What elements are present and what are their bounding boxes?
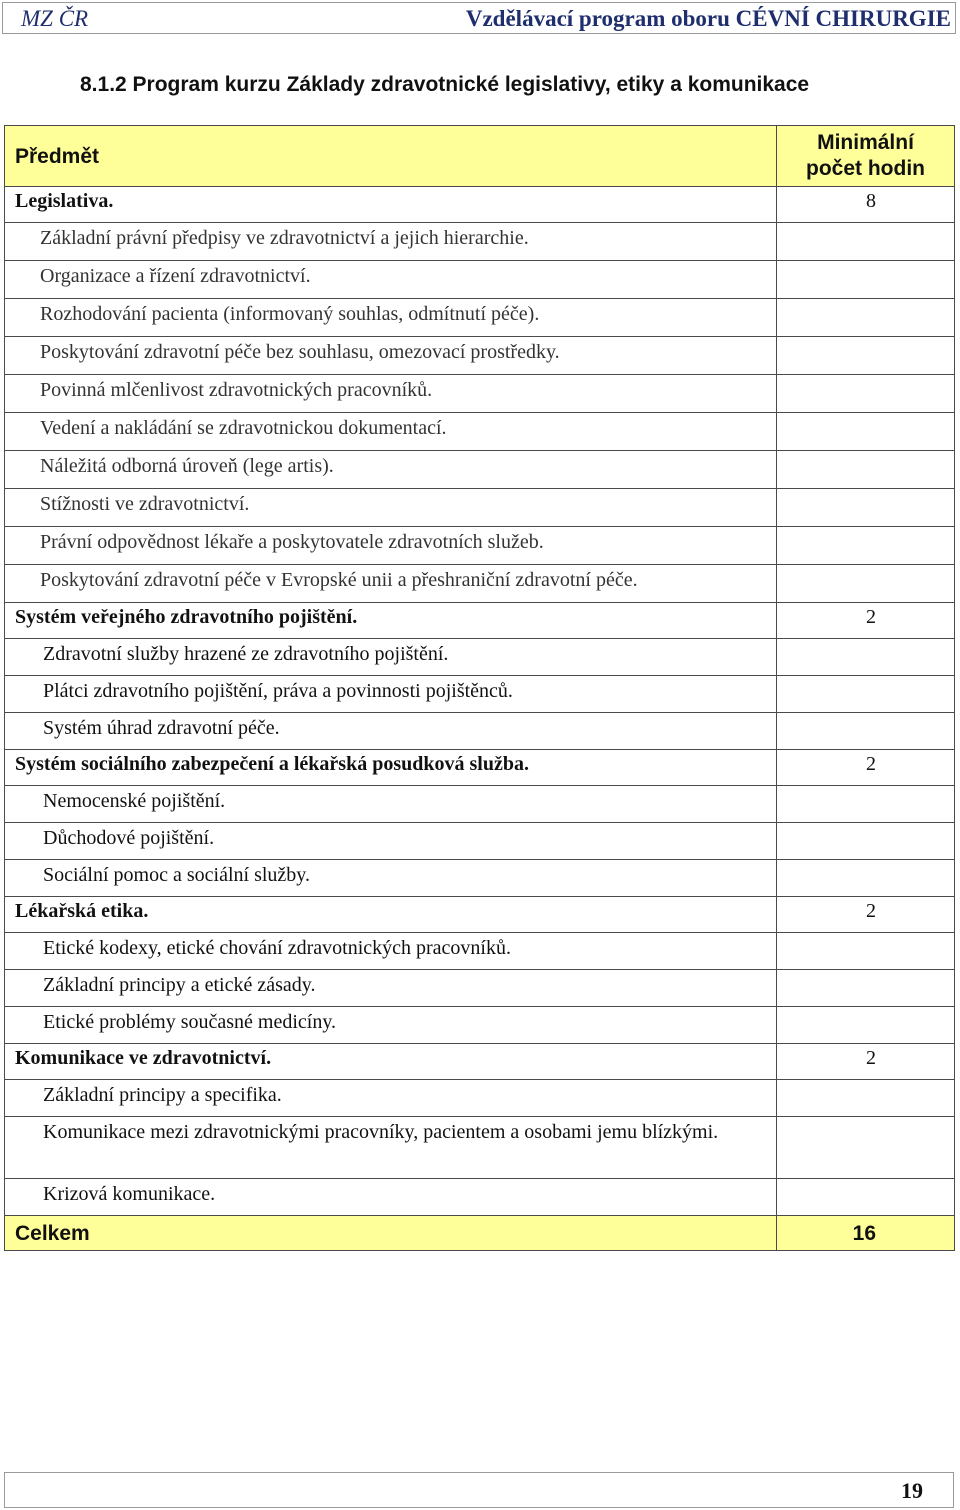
hours-cell bbox=[777, 489, 955, 527]
category-hours: 2 bbox=[777, 897, 955, 933]
hours-cell bbox=[777, 786, 955, 823]
topic-label: Poskytování zdravotní péče bez souhlasu, omezovací prostředky. bbox=[5, 337, 777, 375]
hours-cell bbox=[777, 1179, 955, 1216]
topic-row bbox=[5, 1179, 955, 1216]
topic-label: Systém úhrad zdravotní péče. bbox=[5, 713, 777, 750]
hours-cell bbox=[777, 639, 955, 676]
hours-cell bbox=[777, 676, 955, 713]
topic-label: Důchodové pojištění. bbox=[5, 823, 777, 860]
hours-cell bbox=[777, 933, 955, 970]
topic-row bbox=[5, 639, 955, 676]
topic-row bbox=[5, 1007, 955, 1044]
category-label: Lékařská etika. bbox=[5, 897, 777, 933]
topic-row bbox=[5, 565, 955, 603]
header-program-title: Vzdělávací program oboru CÉVNÍ CHIRURGIE bbox=[465, 6, 951, 31]
topic-label: Náležitá odborná úroveň (lege artis). bbox=[5, 451, 777, 489]
category-hours: 2 bbox=[777, 750, 955, 786]
topic-label: Povinná mlčenlivost zdravotnických pracovníků. bbox=[5, 375, 777, 413]
topic-label: Právní odpovědnost lékaře a poskytovatele zdravotních služeb. bbox=[5, 527, 777, 565]
topic-row bbox=[5, 1117, 955, 1179]
hours-cell bbox=[777, 223, 955, 261]
topic-label: Základní právní předpisy ve zdravotnictví a jejich hierarchie. bbox=[5, 223, 777, 261]
category-row bbox=[5, 603, 955, 639]
total-hours: 16 bbox=[777, 1216, 955, 1251]
hours-cell bbox=[777, 970, 955, 1007]
topic-label: Etické kodexy, etické chování zdravotnických pracovníků. bbox=[5, 933, 777, 970]
topic-row bbox=[5, 713, 955, 750]
topic-row bbox=[5, 299, 955, 337]
hours-cell bbox=[777, 451, 955, 489]
topic-label: Poskytování zdravotní péče v Evropské unii a přeshraniční zdravotní péče. bbox=[5, 565, 777, 603]
topic-row bbox=[5, 786, 955, 823]
hours-cell bbox=[777, 413, 955, 451]
topic-row bbox=[5, 413, 955, 451]
topic-row bbox=[5, 823, 955, 860]
course-table bbox=[4, 125, 955, 1251]
topic-label: Sociální pomoc a sociální služby. bbox=[5, 860, 777, 897]
total-label: Celkem bbox=[5, 1216, 777, 1251]
category-hours: 2 bbox=[777, 1044, 955, 1080]
hours-cell bbox=[777, 1007, 955, 1044]
topic-label: Základní principy a etické zásady. bbox=[5, 970, 777, 1007]
topic-label: Základní principy a specifika. bbox=[5, 1080, 777, 1117]
topic-label: Organizace a řízení zdravotnictví. bbox=[5, 261, 777, 299]
column-header-hours: Minimální počet hodin bbox=[777, 126, 955, 187]
category-row bbox=[5, 187, 955, 223]
hours-cell bbox=[777, 261, 955, 299]
hours-cell bbox=[777, 375, 955, 413]
hours-cell bbox=[777, 1117, 955, 1179]
category-label: Legislativa. bbox=[5, 187, 777, 223]
hours-cell bbox=[777, 860, 955, 897]
header-ministry: MZ ČR bbox=[21, 6, 89, 31]
topic-row bbox=[5, 261, 955, 299]
topic-row bbox=[5, 489, 955, 527]
hours-cell bbox=[777, 565, 955, 603]
topic-row bbox=[5, 1080, 955, 1117]
category-label: Komunikace ve zdravotnictví. bbox=[5, 1044, 777, 1080]
category-label: Systém veřejného zdravotního pojištění. bbox=[5, 603, 777, 639]
topic-label: Stížnosti ve zdravotnictví. bbox=[5, 489, 777, 527]
category-hours: 8 bbox=[777, 187, 955, 223]
hours-cell bbox=[777, 527, 955, 565]
topic-row bbox=[5, 223, 955, 261]
category-row bbox=[5, 750, 955, 786]
category-label: Systém sociálního zabezpečení a lékařská posudková služba. bbox=[5, 750, 777, 786]
topic-row bbox=[5, 337, 955, 375]
page-footer bbox=[4, 1472, 954, 1508]
category-hours: 2 bbox=[777, 603, 955, 639]
topic-label: Nemocenské pojištění. bbox=[5, 786, 777, 823]
total-row bbox=[5, 1216, 955, 1251]
topic-label: Plátci zdravotního pojištění, práva a povinnosti pojištěnců. bbox=[5, 676, 777, 713]
hours-cell bbox=[777, 1080, 955, 1117]
topic-label: Etické problémy současné medicíny. bbox=[5, 1007, 777, 1044]
topic-label: Zdravotní služby hrazené ze zdravotního pojištění. bbox=[5, 639, 777, 676]
page-number: 19 bbox=[901, 1478, 923, 1503]
topic-row bbox=[5, 970, 955, 1007]
category-row bbox=[5, 1044, 955, 1080]
topic-label: Vedení a nakládání se zdravotnickou dokumentací. bbox=[5, 413, 777, 451]
topic-label: Krizová komunikace. bbox=[5, 1179, 777, 1216]
topic-label: Komunikace mezi zdravotnickými pracovníky, pacientem a osobami jemu blízkými. bbox=[5, 1117, 777, 1179]
table-header-row bbox=[5, 126, 955, 187]
topic-row bbox=[5, 451, 955, 489]
category-row bbox=[5, 897, 955, 933]
hours-cell bbox=[777, 299, 955, 337]
topic-row bbox=[5, 527, 955, 565]
hours-cell bbox=[777, 337, 955, 375]
topic-row bbox=[5, 933, 955, 970]
section-title: 8.1.2 Program kurzu Základy zdravotnické legislativy, etiky a komunikace bbox=[80, 73, 810, 96]
hours-cell bbox=[777, 823, 955, 860]
topic-row bbox=[5, 676, 955, 713]
page-header bbox=[2, 2, 956, 34]
topic-row bbox=[5, 375, 955, 413]
topic-row bbox=[5, 860, 955, 897]
topic-label: Rozhodování pacienta (informovaný souhlas, odmítnutí péče). bbox=[5, 299, 777, 337]
column-header-subject: Předmět bbox=[5, 126, 777, 187]
hours-cell bbox=[777, 713, 955, 750]
